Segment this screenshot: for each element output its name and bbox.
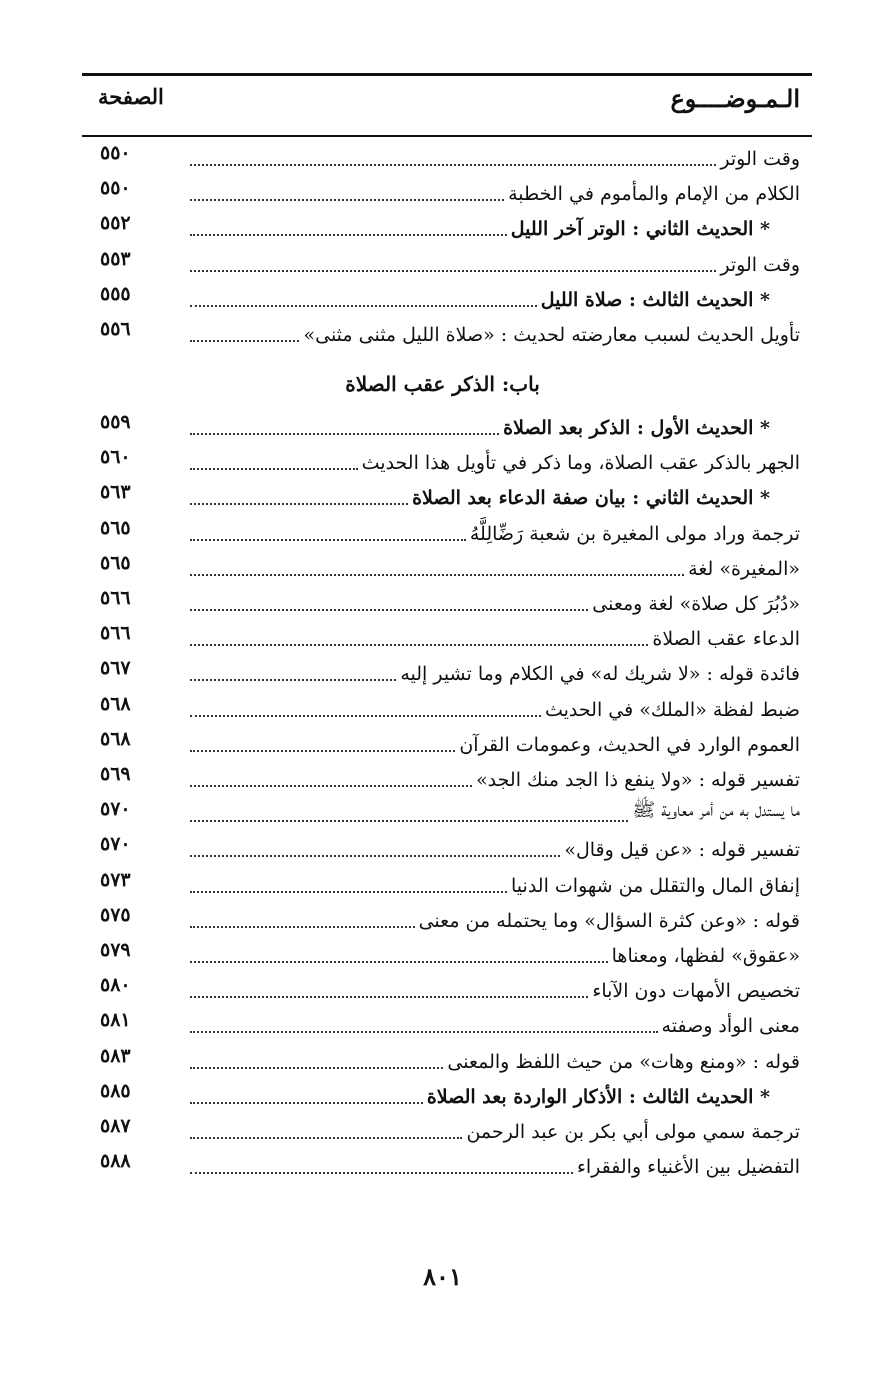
- toc-entry: [190, 140, 800, 176]
- section-heading: باب: الذكر عقب الصلاة: [345, 372, 540, 396]
- dot-leader: [190, 1031, 658, 1033]
- toc-entry: [190, 175, 800, 211]
- topic-column-header: الـمـوضــــوع: [670, 84, 800, 113]
- toc-page-number: ٥٦٥: [100, 551, 131, 574]
- dot-leader: [190, 539, 466, 541]
- toc-page-number: ٥٨٨: [100, 1150, 131, 1173]
- toc-entry: [190, 515, 800, 551]
- toc-row: [0, 726, 885, 762]
- toc-entry-title: * الحديث الثاني : الوتر آخر الليل: [510, 218, 770, 241]
- page-column-header: الصفحة: [98, 84, 164, 109]
- toc-page-number: ٥٨١: [100, 1009, 131, 1032]
- toc-entry: [190, 316, 800, 352]
- toc-row: [0, 175, 885, 211]
- dot-leader: [190, 1137, 462, 1139]
- toc-entry-title: * الحديث الثالث : صلاة الليل: [540, 288, 770, 311]
- toc-page-number: ٥٧٩: [100, 939, 131, 961]
- toc-row: [0, 620, 885, 656]
- toc-entry: [190, 796, 800, 832]
- dot-leader: [190, 891, 507, 893]
- toc-entry-title: قوله : «ومنع وهات» من حيث اللفظ والمعنى: [447, 1050, 800, 1073]
- toc-row: [0, 140, 885, 176]
- toc-page-number: ٥٨٠: [100, 974, 131, 997]
- dot-leader: [190, 855, 560, 857]
- toc-entry-title: وقت الوتر: [720, 253, 800, 276]
- toc-entry-title: ترجمة وراد مولى المغيرة بن شعبة رَضِّالِلَّهُ: [469, 522, 800, 545]
- dot-leader: [190, 820, 628, 822]
- toc-row: [0, 1007, 885, 1043]
- dot-leader: [190, 270, 716, 272]
- toc-entry-title: تفسير قوله : «عن قيل وقال»: [564, 839, 800, 862]
- toc-page-number: ٥٦٥: [100, 516, 131, 539]
- dot-leader: [190, 785, 472, 787]
- toc-page-number: ٥٥٥: [100, 282, 131, 305]
- toc-row: [0, 902, 885, 938]
- toc-entry-title: ترجمة سمي مولى أبي بكر بن عبد الرحمن: [466, 1121, 800, 1143]
- dot-leader: [190, 996, 588, 998]
- dot-leader: [190, 199, 504, 201]
- toc-entry: [190, 867, 800, 903]
- dot-leader: [190, 715, 541, 717]
- dot-leader: [190, 164, 716, 166]
- toc-entry-title: ما يستدل به من أمر معاوية ﷺ: [632, 799, 800, 822]
- toc-page-number: ٥٧٣: [100, 868, 131, 891]
- toc-entry-title: العموم الوارد في الحديث، وعمومات القرآن: [459, 733, 800, 756]
- toc-entry: [190, 210, 800, 246]
- page-number: ٨٠١: [423, 1262, 462, 1291]
- toc-row: [0, 1113, 885, 1149]
- toc-page-number: ٥٦٦: [100, 622, 131, 645]
- toc-entry-title: * الحديث الثالث : الأذكار الواردة بعد الصلاة: [426, 1085, 770, 1108]
- toc-row: [0, 515, 885, 551]
- toc-row: [0, 1043, 885, 1079]
- toc-row: [0, 479, 885, 515]
- toc-entry: [190, 761, 800, 797]
- toc-entry-title: فائدة قوله : «لا شريك له» في الكلام وما تشير إليه: [400, 663, 800, 686]
- dot-leader: [190, 679, 396, 681]
- toc-row: [0, 831, 885, 867]
- toc-row: [0, 409, 885, 445]
- toc-page-number: ٥٦٦: [100, 587, 131, 609]
- toc-entry-title: تفسير قوله : «ولا ينفع ذا الجد منك الجد»: [476, 769, 800, 791]
- dot-leader: [190, 503, 408, 505]
- toc-entry-title: «عقوق» لفظها، ومعناها: [611, 945, 800, 967]
- toc-row: [0, 316, 885, 352]
- dot-leader: [190, 1102, 423, 1104]
- toc-entry-title: التفضيل بين الأغنياء والفقراء: [576, 1156, 800, 1179]
- dot-leader: [190, 468, 358, 470]
- toc-entry: [190, 1043, 800, 1079]
- toc-entry-title: «المغيرة» لغة: [688, 557, 800, 580]
- toc-entry: [190, 620, 800, 656]
- toc-entry-title: «دُبُرَ كل صلاة» لغة ومعنى: [592, 593, 800, 615]
- toc-entry: [190, 585, 800, 621]
- toc-page-number: ٥٧٠: [100, 798, 131, 821]
- toc-entry: [190, 902, 800, 938]
- toc-entry: [190, 246, 800, 282]
- dot-leader: [190, 750, 455, 752]
- toc-page-number: ٥٦٠: [100, 446, 131, 469]
- toc-entry-title: قوله : «وعن كثرة السؤال» وما يحتمله من معنى: [418, 909, 800, 932]
- toc-row: [0, 585, 885, 621]
- toc-row: [0, 1148, 885, 1184]
- top-rule: [82, 73, 812, 76]
- toc-entry-title: إنفاق المال والتقلل من شهوات الدنيا: [511, 874, 800, 897]
- toc-row: [0, 972, 885, 1008]
- toc-page-number: ٥٦٣: [100, 481, 131, 504]
- toc-row: [0, 867, 885, 903]
- dot-leader: [190, 305, 537, 307]
- toc-entry-title: تأويل الحديث لسبب معارضته لحديث : «صلاة الليل مثنى مثنى»: [303, 324, 800, 346]
- toc-entry: [190, 831, 800, 867]
- toc-row: [0, 1078, 885, 1114]
- header-rule: [82, 135, 812, 137]
- toc-entry: [190, 937, 800, 973]
- toc-page-number: ٥٨٣: [100, 1044, 131, 1067]
- toc-row: [0, 655, 885, 691]
- toc-entry-title: الدعاء عقب الصلاة: [652, 628, 800, 651]
- toc-entry-title: الكلام من الإمام والمأموم في الخطبة: [508, 183, 800, 206]
- dot-leader: [190, 574, 684, 576]
- toc-page-number: ٥٨٥: [100, 1079, 131, 1102]
- toc-page-number: ٥٥٣: [100, 247, 131, 270]
- toc-page-number: ٥٨٧: [100, 1115, 131, 1137]
- dot-leader: [190, 644, 648, 646]
- toc-entry: [190, 409, 800, 445]
- dot-leader: [190, 961, 608, 963]
- toc-page-number: ٥٥٢: [100, 212, 131, 235]
- toc-page-number: ٥٥٠: [100, 177, 131, 200]
- toc-entry: [190, 550, 800, 586]
- dot-leader: [190, 340, 299, 342]
- toc-entry: [190, 655, 800, 691]
- toc-entry: [190, 1078, 800, 1114]
- toc-entry-title: الجهر بالذكر عقب الصلاة، وما ذكر في تأويل هذا الحديث: [361, 452, 800, 475]
- toc-page-number: ٥٥٠: [100, 142, 131, 164]
- toc-row: [0, 796, 885, 832]
- toc-entry: [190, 444, 800, 480]
- toc-entry: [190, 479, 800, 515]
- dot-leader: [190, 234, 507, 236]
- toc-row: [0, 691, 885, 727]
- toc-entry-title: * الحديث الأول : الذكر بعد الصلاة: [503, 417, 770, 439]
- toc-entry: [190, 1007, 800, 1043]
- toc-page-number: ٥٧٥: [100, 903, 131, 926]
- toc-entry: [190, 1148, 800, 1184]
- toc-entry-title: وقت الوتر: [720, 148, 800, 170]
- toc-entry: [190, 691, 800, 727]
- toc-page-number: ٥٦٧: [100, 657, 131, 680]
- dot-leader: [190, 609, 588, 611]
- toc-page-number: ٥٦٨: [100, 727, 131, 750]
- toc-row: [0, 761, 885, 797]
- toc-page-number: ٥٥٩: [100, 411, 131, 433]
- toc-entry: [190, 1113, 800, 1149]
- toc-entry-title: ضبط لفظة «الملك» في الحديث: [544, 698, 800, 721]
- toc-row: [0, 937, 885, 973]
- dot-leader: [190, 1067, 443, 1069]
- toc-row: [0, 444, 885, 480]
- toc-page-number: ٥٥٦: [100, 318, 131, 340]
- toc-entry-title: * الحديث الثاني : بيان صفة الدعاء بعد الصلاة: [412, 487, 770, 510]
- toc-row: [0, 550, 885, 586]
- toc-row: [0, 246, 885, 282]
- dot-leader: [190, 926, 415, 928]
- toc-row: [0, 210, 885, 246]
- toc-page-number: ٥٧٠: [100, 833, 131, 856]
- toc-page-number: ٥٦٨: [100, 692, 131, 715]
- dot-leader: [190, 433, 499, 435]
- toc-entry-title: تخصيص الأمهات دون الآباء: [592, 980, 800, 1003]
- toc-entry: [190, 972, 800, 1008]
- toc-entry: [190, 726, 800, 762]
- dot-leader: [190, 1172, 573, 1174]
- toc-page-number: ٥٦٩: [100, 763, 131, 785]
- toc-row: [0, 281, 885, 317]
- toc-entry: [190, 281, 800, 317]
- toc-entry-title: معنى الوأد وصفته: [661, 1015, 800, 1038]
